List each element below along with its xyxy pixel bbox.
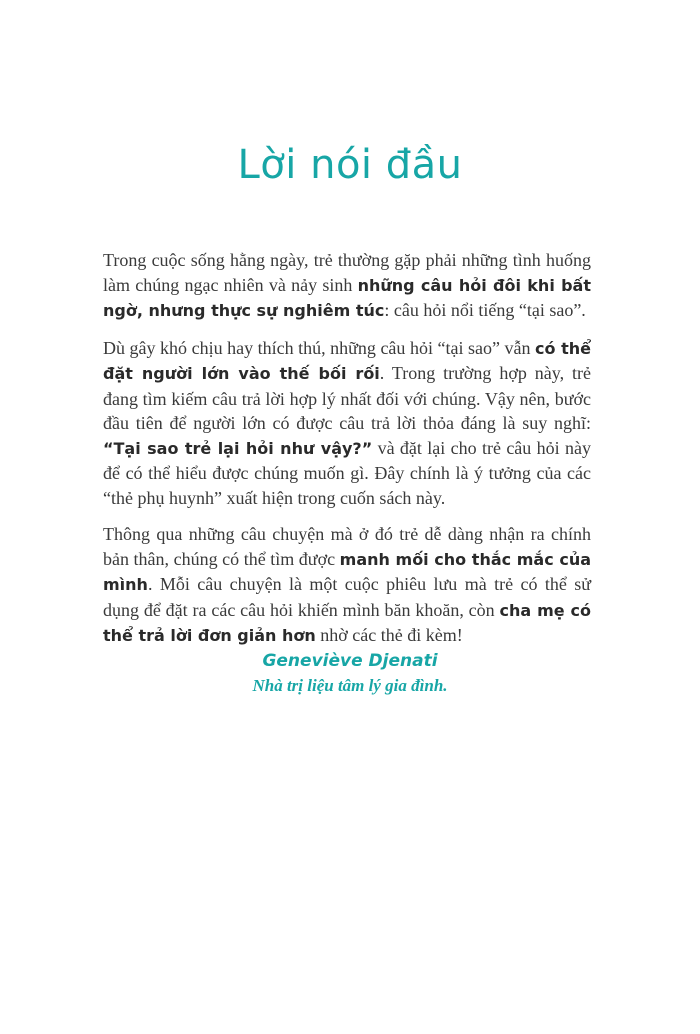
paragraph-1-text-1: Trong cuộc sống hằng ngày, trẻ thường gặp phải những tình huống làm chúng ngạc nhiên và nảy sinh — [103, 250, 591, 295]
paragraph-1-bold-1: những câu hỏi đôi khi bất ngờ, nhưng thực sự nghiêm túc — [103, 275, 591, 320]
paragraph-2-text-1: Dù gây khó chịu hay thích thú, những câu hỏi “tại sao” vẫn — [103, 337, 536, 358]
author-role: Nhà trị liệu tâm lý gia đình. — [252, 676, 448, 695]
page-title: Lời nói đầu — [237, 142, 463, 188]
signature-block — [0, 648, 700, 698]
intro-body — [103, 248, 591, 661]
paragraph-2 — [103, 336, 591, 511]
author-name: Geneviève Djenati — [262, 651, 438, 671]
paragraph-2-text-3: và đặt lại cho trẻ câu hỏi này để có thể hiểu được chúng muốn gì. Đây chính là ý tưởng của các “thẻ phụ huynh” xuất hiện trong cuốn sách này. — [103, 437, 591, 508]
paragraph-3-bold-1: manh mối cho thắc mắc của mình — [103, 549, 592, 594]
paragraph-2-text-2: . Trong trường hợp này, trẻ đang tìm kiếm câu trả lời hợp lý nhất đối với chúng. Vậy nên, bước đầu tiên để người lớn có được câu trả lời thỏa đáng là suy nghĩ: — [103, 363, 591, 433]
paragraph-2-bold-2: “Tại sao trẻ lại hỏi như vậy?” — [103, 438, 373, 458]
paragraph-3 — [103, 522, 591, 649]
paragraph-3-bold-2: cha mẹ có thể trả lời đơn giản hơn — [103, 600, 591, 645]
paragraph-3-text-1: Thông qua những câu chuyện mà ở đó trẻ dễ dàng nhận ra chính bản thân, chúng có thể tìm được — [103, 524, 591, 569]
paragraph-2-bold-1: có thể đặt người lớn vào thế bối rối — [103, 338, 591, 383]
paragraph-1 — [103, 248, 591, 324]
paragraph-3-text-3: nhờ các thẻ đi kèm! — [315, 625, 463, 645]
paragraph-3-text-2: . Mỗi câu chuyện là một cuộc phiêu lưu mà trẻ có thể sử dụng để đặt ra các câu hỏi khiến mình băn khoăn, còn — [103, 574, 591, 620]
paragraph-1-text-2: : câu hỏi nổi tiếng “tại sao”. — [384, 300, 586, 320]
